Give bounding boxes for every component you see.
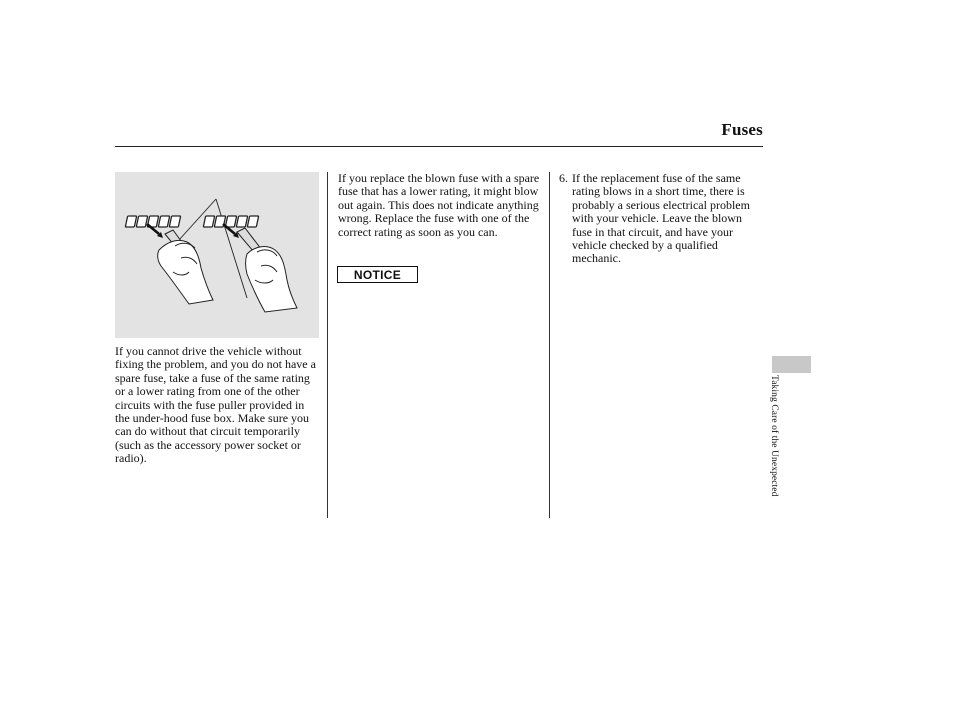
left-hand	[158, 230, 213, 304]
column2-paragraph: If you replace the blown fuse with a spare fuse that has a lower rating, it might blow out again. This does not indicate anything wrong. Replace the fuse with one of the correct rating as soon as you can.	[338, 171, 540, 239]
fuse-puller-illustration	[115, 172, 319, 338]
section-tab-marker	[772, 356, 811, 373]
page-title: Fuses	[721, 120, 763, 139]
fuse-row-right	[203, 216, 258, 227]
right-hand	[237, 228, 297, 312]
step-number: 6.	[559, 171, 568, 185]
column-divider-1	[327, 172, 328, 518]
column1-paragraph: If you cannot drive the vehicle without fixing the problem, and you do not have a spare fuse, take a fuse of the same rating or a lower rating from one of the other circuits with the fuse puller provided in the under-hood fuse box. Make sure you can do without that circuit temporarily (such as the accessory power socket or radio).	[115, 344, 316, 466]
step-6	[559, 172, 764, 266]
fuse-row-left	[125, 216, 180, 227]
fuse-puller-drawing	[115, 172, 319, 338]
step-text: If the replacement fuse of the same rating blows in a short time, there is probably a serious electrical problem with your vehicle. Leave the blown fuse in that circuit, and have your vehicle checked by a qualified mechanic.	[572, 171, 750, 266]
section-side-label: Taking Care of the Unexpected	[769, 375, 779, 497]
notice-label: NOTICE	[337, 266, 418, 283]
title-rule	[115, 146, 763, 147]
column-divider-2	[549, 172, 550, 518]
